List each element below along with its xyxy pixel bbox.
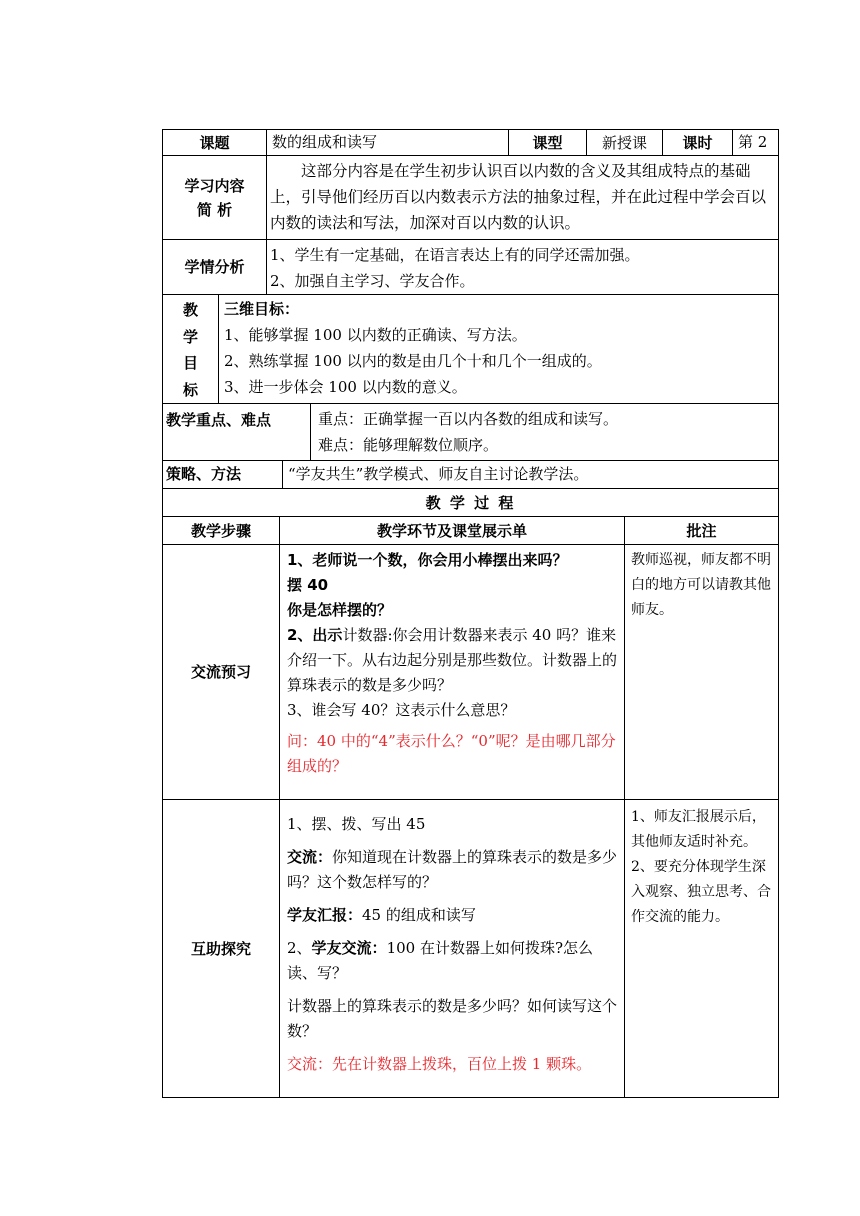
row-divider <box>162 1097 779 1098</box>
col-header-notes: 批注 <box>686 521 717 540</box>
step-communication-preview: 交流预习 <box>190 663 251 681</box>
period-label: 课时 <box>682 133 713 152</box>
content-analysis-text: 这部分内容是在学生初步认识百以内数的含义及其组成特点的基础上，引导他们经历百以内数表示方法的抽象过程，并在此过程中学会百以内数的读法和写法，加深对百以内数的认识。 <box>270 162 767 232</box>
section1-q1c: 你是怎样摆的？ <box>287 601 393 619</box>
section2-p2-bold: 交流： <box>287 848 333 866</box>
section1-content <box>287 548 622 798</box>
process-title: 教 学 过 程 <box>425 493 516 512</box>
difficulty: 难点：能够理解数位顺序。 <box>318 436 499 454</box>
col-divider <box>218 294 219 404</box>
goals-item: 1、能够掌握 100 以内数的正确读、写方法。 <box>224 326 527 344</box>
section2-p4-a: 2、 <box>287 939 312 957</box>
col-divider <box>310 403 311 461</box>
section2-p4-bold: 学友交流： <box>311 939 387 957</box>
goals-heading: 三维目标： <box>224 300 300 318</box>
learning-analysis-line1: 1、学生有一定基础，在语言表达上有的同学还需加强。 <box>270 246 640 264</box>
section2-p4 <box>287 936 622 986</box>
section2-note2: 2、要充分体现学生深入观察、独立思考、合作交流的能力。 <box>631 859 771 925</box>
col-divider <box>266 129 267 295</box>
type-label: 课型 <box>532 133 563 152</box>
section1-q3: 3、谁会写 40？这表示什么意思？ <box>287 701 516 719</box>
topic-value: 数的组成和读写 <box>272 133 378 151</box>
section2-red: 交流：先在计数器上拨珠，百位上拨 1 颗珠。 <box>287 1055 592 1073</box>
step-mutual-inquiry: 互助探究 <box>190 939 251 958</box>
content-analysis-label-line2: 简 析 <box>196 200 233 219</box>
col-divider <box>282 460 283 489</box>
key-point: 重点：正确掌握一百以内各数的组成和读写。 <box>318 410 619 428</box>
col-divider <box>732 129 733 156</box>
topic-label: 课题 <box>199 133 230 152</box>
goals-label-char: 目 <box>182 354 198 373</box>
goals-label-char: 标 <box>182 380 198 399</box>
goals-label-char: 教 <box>182 301 198 320</box>
section2-p4-rest: 100 在计数器上如何拨珠?怎么读、写？ <box>287 939 594 982</box>
strategy-text: “学友共生”教学模式、师友自主讨论教学法。 <box>288 465 589 483</box>
section2-p3-bold: 学友汇报： <box>287 906 363 924</box>
goals-item: 2、熟练掌握 100 以内的数是由几个十和几个一组成的。 <box>224 352 602 370</box>
section2-p1: 1、摆、拨、写出 45 <box>287 815 426 833</box>
goals-item: 3、进一步体会 100 以内数的意义。 <box>224 378 467 396</box>
section2-p2-rest: 你知道现在计数器上的算珠表示的数是多少吗？这个数怎样写的？ <box>287 848 618 891</box>
period-value: 第 2 <box>738 133 768 151</box>
learning-analysis-line2: 2、加强自主学习、学友合作。 <box>270 272 475 290</box>
section2-note1: 1、师友汇报展示后，其他师友适时补充。 <box>631 809 766 850</box>
col-header-content: 教学环节及课堂展示单 <box>376 521 527 540</box>
section1-q2-bold: 2、出示 <box>287 626 343 644</box>
col-divider <box>279 516 280 1098</box>
section2-p3-rest: 45 的组成和读写 <box>362 906 476 924</box>
section2-content <box>287 812 622 1097</box>
learning-analysis-text <box>270 242 776 294</box>
section2-p3 <box>287 903 622 928</box>
learning-analysis-label: 学情分析 <box>184 258 245 276</box>
teaching-goals-content <box>224 296 776 402</box>
teaching-goals-label <box>163 297 218 403</box>
section1-q2 <box>287 623 622 698</box>
section1-q1: 1、老师说一个数，你会用小棒摆出来吗？ <box>287 551 568 569</box>
type-value: 新授课 <box>601 133 647 152</box>
section1-red-question: 问：40 中的“4”表示什么？“0”呢？是由哪几部分组成的？ <box>287 732 616 775</box>
section2-notes <box>631 805 776 935</box>
focus-content <box>318 406 776 460</box>
section1-note: 教师巡视，师友都不明白的地方可以请教其他师友。 <box>631 552 771 618</box>
section1-q1b: 摆 40 <box>287 576 329 594</box>
section2-p2 <box>287 845 622 895</box>
section1-q2-rest: 计数器:你会用计数器来表示 40 吗？谁来介绍一下。从右边起分别是那些数位。计数器上的算珠表示的数是多少吗？ <box>287 626 618 694</box>
section2-p5: 计数器上的算珠表示的数是多少吗？如何读写这个数？ <box>287 997 618 1040</box>
table-border <box>778 129 779 1098</box>
row-divider <box>162 294 779 295</box>
strategy-label: 策略、方法 <box>166 465 242 483</box>
row-divider <box>162 403 779 404</box>
focus-label: 教学重点、难点 <box>166 411 272 429</box>
content-analysis-label <box>163 156 266 239</box>
row-divider <box>162 460 779 461</box>
col-header-step: 教学步骤 <box>190 521 251 540</box>
col-divider <box>624 516 625 1098</box>
content-analysis-label-line1: 学习内容 <box>184 176 245 195</box>
goals-label-char: 学 <box>182 327 198 346</box>
